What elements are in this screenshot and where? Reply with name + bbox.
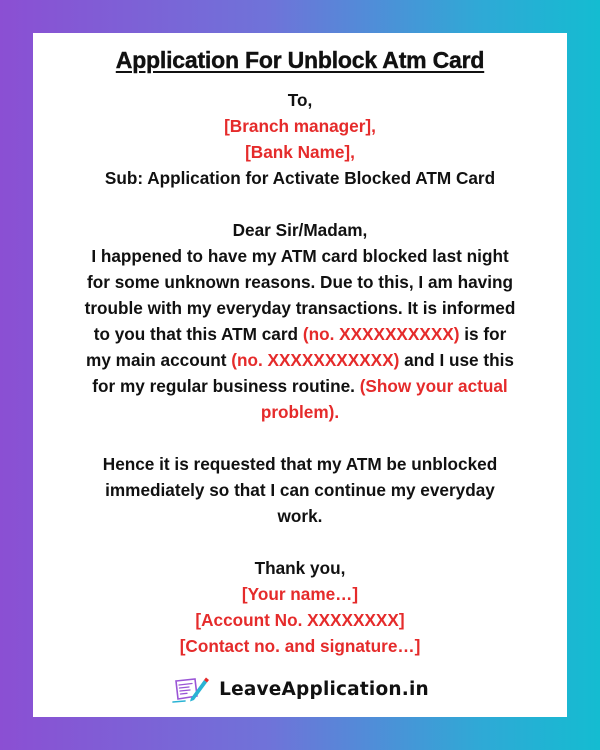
spacer: [49, 529, 551, 555]
paragraph1-line5: [49, 347, 551, 373]
p1-l6-text: for my regular business routine.: [92, 376, 360, 396]
closing-contact: [Contact no. and signature…]: [179, 636, 421, 656]
brand-name: LeaveApplication.in: [219, 678, 429, 700]
p1-l5-text: my main account: [86, 350, 232, 370]
title-wrap: [33, 47, 567, 74]
paragraph1-line3: trouble with my everyday transactions. It is informed: [84, 298, 516, 318]
spacer: [49, 191, 551, 217]
address-recipient: [Branch manager],: [224, 116, 376, 136]
paragraph1-line2: for some unknown reasons. Due to this, I am having: [87, 272, 513, 292]
closing-thanks: Thank you,: [254, 558, 346, 578]
closing-account: [Account No. XXXXXXXX]: [195, 610, 405, 630]
p1-l4-text: to you that this ATM card: [93, 324, 303, 344]
letter-body: [49, 87, 551, 659]
paragraph1-line1: I happened to have my ATM card blocked last night: [91, 246, 509, 266]
account-number-placeholder: (no. XXXXXXXXXXX): [231, 350, 400, 370]
p1-l5-tail: and I use this: [399, 350, 514, 370]
subject-line: Sub: Application for Activate Blocked ATM Card: [104, 168, 496, 188]
problem-placeholder: (Show your actual: [359, 376, 508, 396]
brand-footer: [33, 673, 567, 705]
paragraph2-line2: immediately so that I can continue my everyday: [105, 480, 495, 500]
address-bank: [Bank Name],: [245, 142, 355, 162]
paragraph2-line1: Hence it is requested that my ATM be unblocked: [102, 454, 498, 474]
paragraph1-line4: [49, 321, 551, 347]
letter-card: [33, 33, 567, 717]
address-to: To,: [287, 90, 313, 110]
paragraph2-line3: work.: [277, 506, 323, 526]
atm-card-number-placeholder: (no. XXXXXXXXXX): [302, 324, 460, 344]
page-title: Application For Unblock Atm Card: [115, 47, 485, 73]
paragraph1-line7: problem).: [260, 402, 340, 422]
pen-paper-icon: [171, 674, 209, 704]
closing-name: [Your name…]: [241, 584, 359, 604]
paragraph1-line6: [49, 373, 551, 399]
p1-l4-tail: is for: [459, 324, 507, 344]
spacer: [49, 425, 551, 451]
salutation: Dear Sir/Madam,: [232, 220, 368, 240]
